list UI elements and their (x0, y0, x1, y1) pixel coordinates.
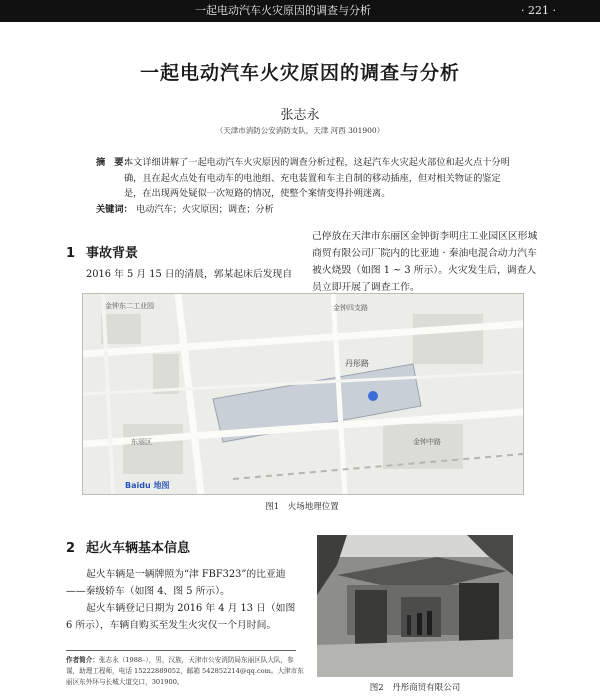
figure-1-caption: 图1 火场地理位置 (265, 502, 339, 512)
location-pin-icon (368, 391, 378, 401)
map-graphic (83, 294, 523, 494)
abstract-text: 本文详细讲解了一起电动汽车火灾原因的调查分析过程，这起汽车火灾起火部位和起火点十分明确，且在起火点处有电动车的电池组、充电装置和车主自制的移动插座，但对相关物证的鉴定是，在出现两处疑似一次短路的情况，使整个案情变得扑朔迷离。 (124, 157, 510, 199)
map-label-c: 丹彤路 (345, 359, 369, 368)
abstract-label: 摘 要： (96, 157, 133, 168)
photo-graphic (317, 535, 513, 677)
keywords (96, 202, 516, 218)
footnote-label: 作者简介： (66, 656, 99, 664)
map-watermark: Baidu 地图 (125, 481, 170, 490)
author-footnote (66, 655, 306, 688)
running-title: 一起电动汽车火灾原因的调查与分析 (195, 4, 371, 17)
section-2-title: 起火车辆基本信息 (86, 541, 191, 556)
section-1-para-right: 己停放在天津市东丽区金钟街李明庄工业园区区形城商贸有限公司厂院内的比亚迪 · 秦油电混合动力汽车被火烧毁（如图 1 ~ 3 所示）。火灾发生后，调查人员立即开展了调查工作。 (312, 231, 538, 293)
footnote-rule (66, 650, 296, 651)
running-header (0, 0, 600, 22)
section-1-heading (66, 242, 138, 261)
keywords-text: 电动汽车；火灾原因；调查；分析 (136, 203, 274, 215)
figure-2-photo (317, 535, 513, 677)
abstract (96, 155, 516, 202)
section-2-para-2: 起火车辆登记日期为 2016 年 4 月 13 日（如图 6 所示），车辆自购买至发生火灾仅一个月时间。 (66, 603, 296, 631)
section-2-heading (66, 537, 190, 556)
footnote-text: 张志永（1988–），男，汉族，天津市公安消防局东丽区队大队，参谋，助理工程师，电话 15222889052，邮箱 542852214@qq.com。大津市东丽区东外环与长城大道交口，301900。 (66, 656, 304, 686)
figure-1-map (82, 293, 524, 495)
section-1-title: 事故背景 (86, 246, 139, 261)
section-2-para-1: 起火车辆是一辆牌照为“津 FBF323”的比亚迪——秦级轿车（如图 4、图 5 所示）。 (66, 569, 286, 597)
abstract-block (96, 155, 516, 217)
figure-2-caption: 图2 丹彤商贸有限公司 (369, 683, 461, 693)
section-1-para-left: 2016 年 5 月 15 日的清晨，郭某起床后发现自 (86, 269, 293, 280)
keywords-label: 关键词： (96, 203, 133, 215)
article-title: 一起电动汽车火灾原因的调查与分析 (139, 62, 460, 84)
map-label-d: 东丽区 (131, 438, 152, 446)
section-2-number: 2 (66, 541, 76, 556)
section-1-number: 1 (66, 246, 76, 261)
map-label-b: 金钟四支路 (333, 304, 368, 312)
author-affiliation: （天津市消防公安消防支队，天津 河西 301900） (215, 126, 385, 135)
page-number: · 221 · (521, 4, 556, 17)
map-label-a: 金钟东二工业园 (105, 302, 154, 310)
author-name: 张志永 (280, 108, 320, 123)
map-label-e: 金钟中路 (413, 438, 441, 446)
